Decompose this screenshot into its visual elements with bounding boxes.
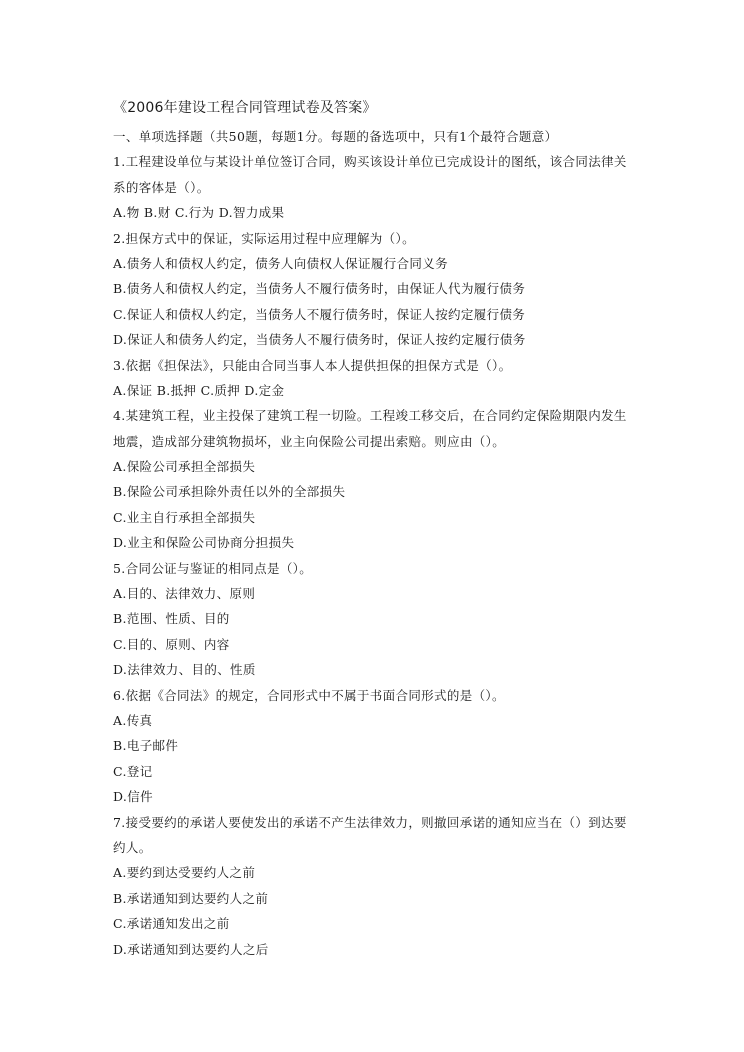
- question-7-option-c: C.承诺通知发出之前: [113, 916, 230, 932]
- question-5-option-d: D.法律效力、目的、性质: [113, 662, 256, 678]
- question-7-stem: 7.接受要约的承诺人要使发出的承诺不产生法律效力，则撤回承诺的通知应当在（）到达要: [113, 814, 627, 830]
- question-7-option-b: B.承诺通知到达要约人之前: [113, 890, 269, 906]
- question-6-option-c: C.登记: [113, 763, 153, 779]
- document-body: [113, 124, 639, 962]
- question-1-stem: 1.工程建设单位与某设计单位签订合同，购买该设计单位已完成设计的图纸，该合同法律关: [113, 154, 627, 170]
- question-2-option-a: A.债务人和债权人约定，债务人向债权人保证履行合同义务: [113, 255, 448, 271]
- question-3-stem: 3.依据《担保法》，只能由合同当事人本人提供担保的担保方式是（）。: [113, 357, 512, 373]
- question-5-option-a: A.目的、法律效力、原则: [113, 586, 256, 602]
- question-6-option-b: B.电子邮件: [113, 738, 179, 754]
- question-4-option-b: B.保险公司承担除外责任以外的全部损失: [113, 484, 346, 500]
- question-2-option-b: B.债务人和债权人约定，当债务人不履行债务时，由保证人代为履行债务: [113, 281, 526, 297]
- question-2-option-c: C.保证人和债权人约定，当债务人不履行债务时，保证人按约定履行债务: [113, 306, 526, 322]
- question-5-option-c: C.目的、原则、内容: [113, 636, 230, 652]
- question-5-stem: 5.合同公证与鉴证的相同点是（）。: [113, 560, 313, 576]
- question-3-options: A.保证 B.抵押 C.质押 D.定金: [113, 382, 285, 398]
- question-4-stem-cont: 地震，造成部分建筑物损坏，业主向保险公司提出索赔。则应由（）。: [113, 433, 506, 449]
- question-2-option-d: D.保证人和债务人约定，当债务人不履行债务时，保证人按约定履行债务: [113, 332, 526, 348]
- question-1-stem-cont: 系的客体是（）。: [113, 179, 210, 195]
- question-7-option-a: A.要约到达受要约人之前: [113, 865, 256, 881]
- question-1-options: A.物 B.财 C.行为 D.智力成果: [113, 205, 285, 221]
- question-2-stem: 2.担保方式中的保证，实际运用过程中应理解为（）。: [113, 230, 415, 246]
- question-4-option-c: C.业主自行承担全部损失: [113, 509, 256, 525]
- question-4-option-a: A.保险公司承担全部损失: [113, 459, 256, 475]
- document-title: 《2006年建设工程合同管理试卷及答案》: [113, 100, 377, 116]
- question-5-option-b: B.范围、性质、目的: [113, 611, 230, 627]
- question-4-option-d: D.业主和保险公司协商分担损失: [113, 535, 295, 551]
- question-6-option-a: A.传真: [113, 712, 153, 728]
- question-6-option-d: D.信件: [113, 789, 153, 805]
- question-4-stem: 4.某建筑工程，业主投保了建筑工程一切险。工程竣工移交后，在合同约定保险期限内发生: [113, 408, 627, 424]
- question-6-stem: 6.依据《合同法》的规定，合同形式中不属于书面合同形式的是（）。: [113, 687, 505, 703]
- question-7-stem-cont: 约人。: [113, 839, 152, 855]
- section-heading: 一、单项选择题（共50题，每题1分。每题的备选项中，只有1个最符合题意）: [113, 129, 558, 144]
- question-7-option-d: D.承诺通知到达要约人之后: [113, 941, 269, 957]
